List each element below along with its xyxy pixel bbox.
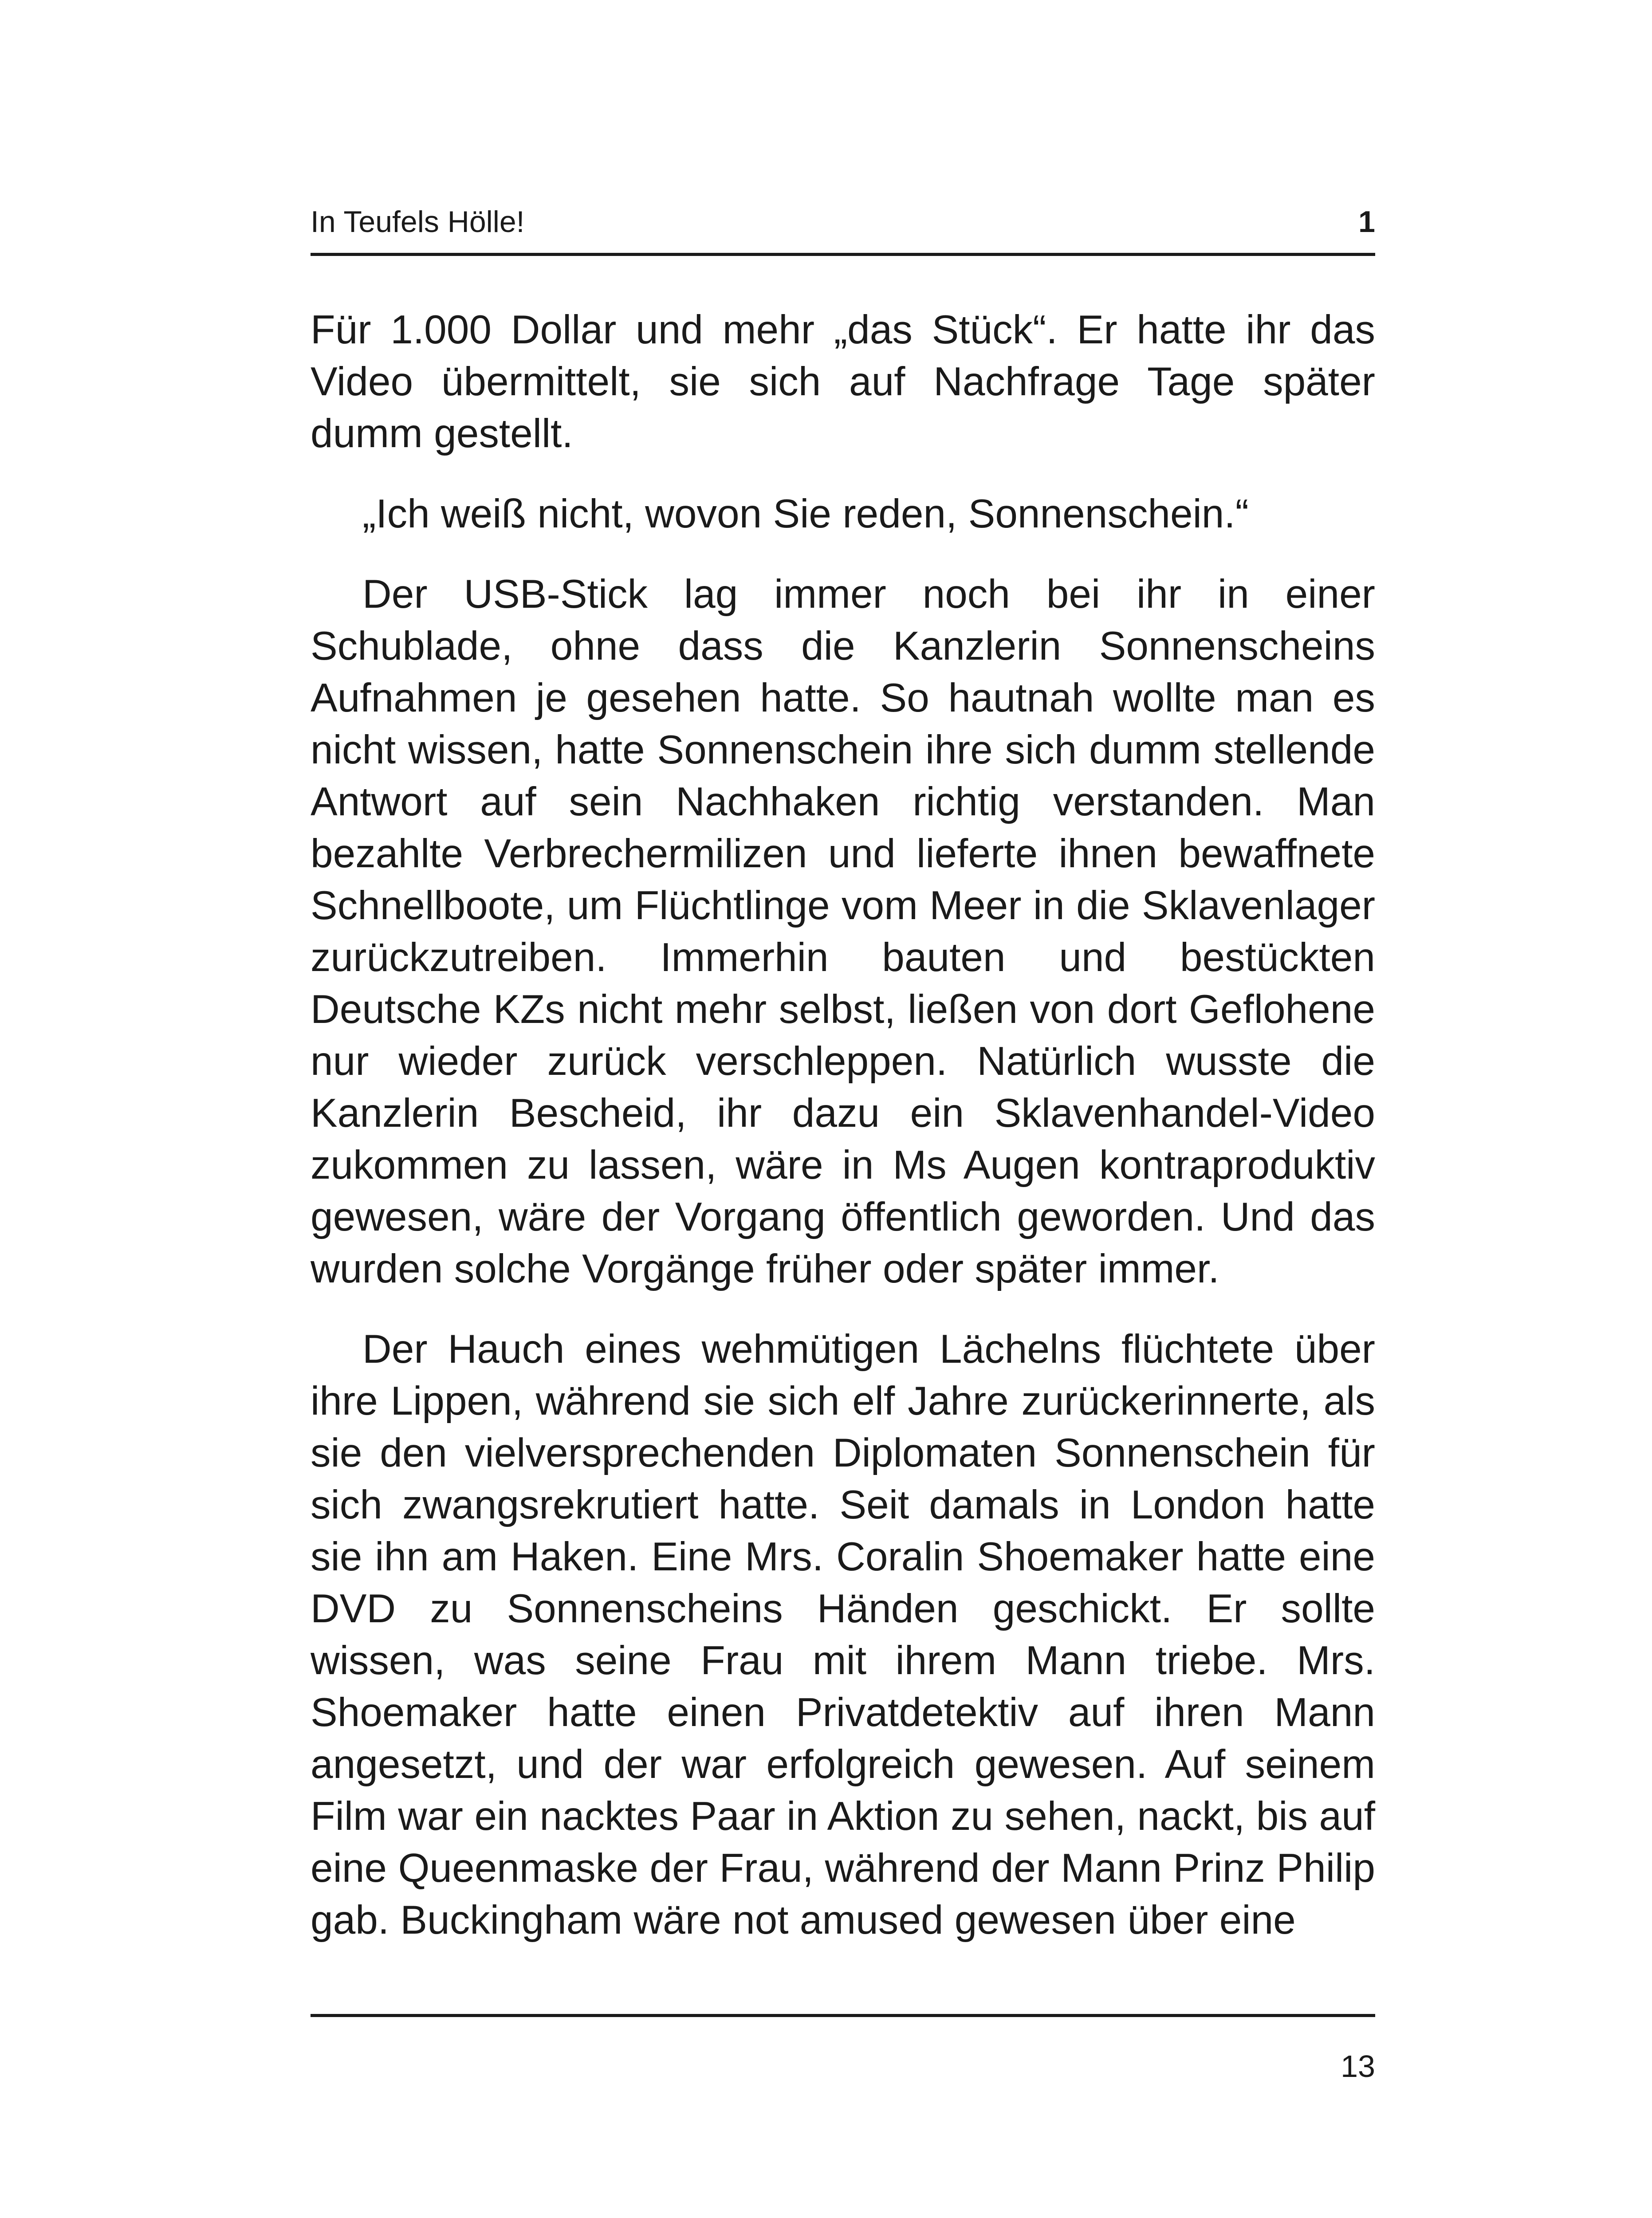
body-text [311,304,1375,1974]
paragraph-3: Der USB-Stick lag immer noch bei ihr in einer Schublade, ohne dass die Kanzlerin Sonnenscheins Aufnahmen je gesehen hatte. So hautnah wollte man es nicht wissen, hatte Sonnenschein ihre sich dumm stellende Antwort auf sein Nachhaken richtig verstanden. Man bezahlte Verbrechermilizen und lieferte ihnen bewaffnete Schnellboote, um Flüchtlinge vom Meer in die Sklavenlager zurückzutreiben. Immerhin bauten und bestückten Deutsche KZs nicht mehr selbst, ließen von dort Geflohene nur wieder zurück verschleppen. Natürlich wusste die Kanzlerin Bescheid, ihr dazu ein Sklavenhandel-Video zukommen zu lassen, wäre in Ms Augen kontraproduktiv gewesen, wäre der Vorgang öffentlich geworden. Und das wurden solche Vorgänge früher oder später immer. [311,572,1375,1291]
chapter-number: 1 [1358,205,1375,239]
paragraph-4: Der Hauch eines wehmütigen Lächelns flüchtete über ihre Lippen, während sie sich elf Jahre zurückerinnerte, als sie den vielversprechenden Diplomaten Sonnenschein für sich zwangsrekrutiert hatte. Seit damals in London hatte sie ihn am Haken. Eine Mrs. Coralin Shoemaker hatte eine DVD zu Sonnenscheins Händen geschickt. Er sollte wissen, was seine Frau mit ihrem Mann triebe. Mrs. Shoemaker hatte einen Privatdetektiv auf ihren Mann angesetzt, und der war erfolgreich gewesen. Auf seinem Film war ein nacktes Paar in Aktion zu sehen, nackt, bis auf eine Queenmaske der Frau, während der Mann Prinz Philip gab. Buckingham wäre not amused gewesen über eine [311,1327,1375,1943]
running-header [311,195,1375,240]
paragraph-2: „Ich weiß nicht, wovon Sie reden, Sonnenschein.“ [362,492,1249,536]
paragraph-1: Für 1.000 Dollar und mehr „das Stück“. Er hatte ihr das Video übermittelt, sie sich auf Nachfrage Tage später dumm gestellt. [311,307,1375,456]
page-number: 13 [1341,2049,1375,2084]
book-title: In Teufels Hölle! [311,205,525,239]
header-rule [311,253,1375,256]
footer-rule [311,2014,1375,2017]
